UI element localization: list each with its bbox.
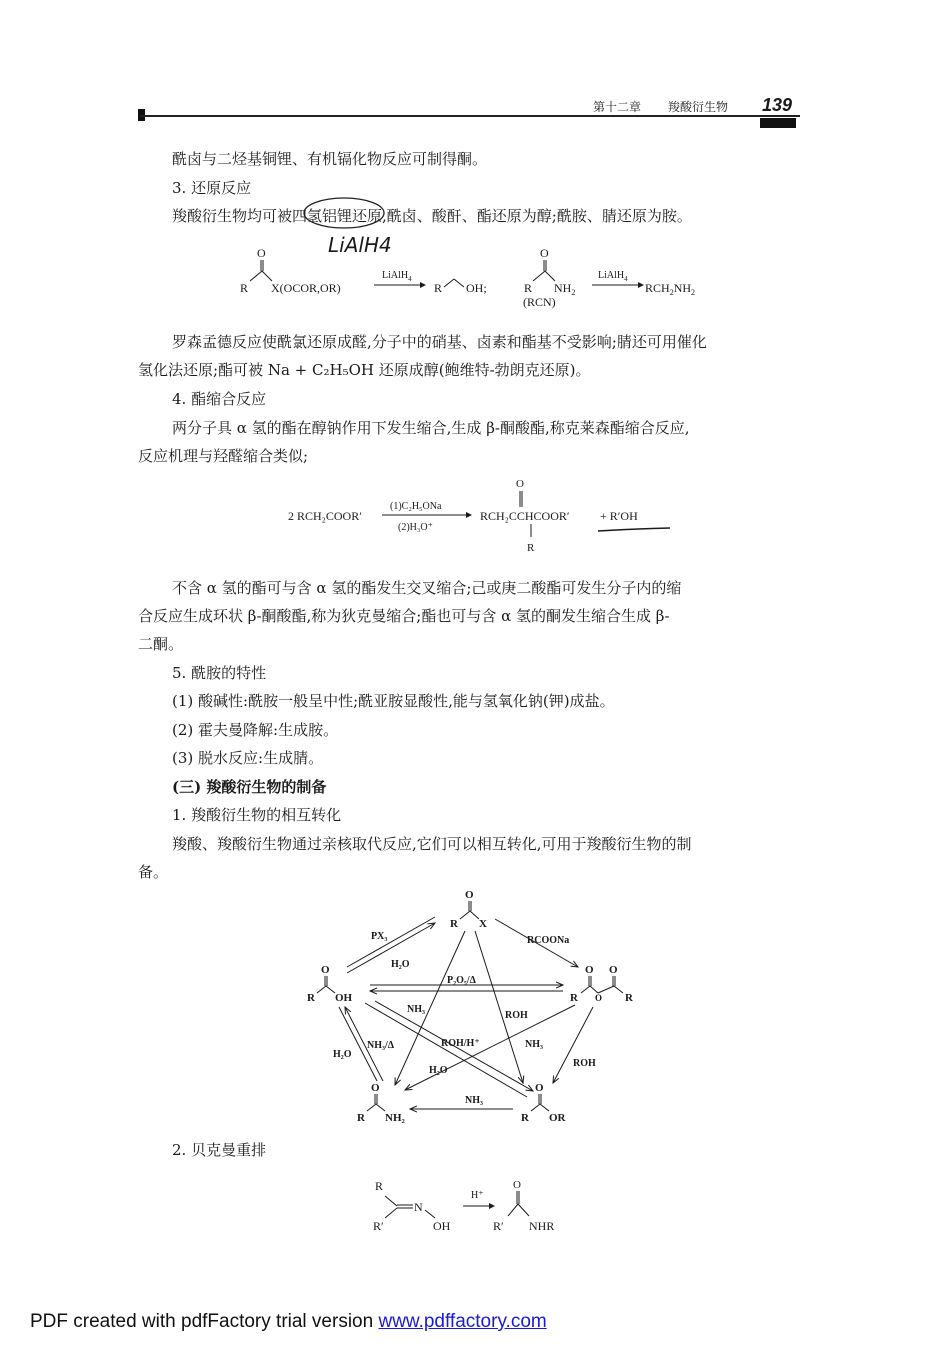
- text-acyl-halide: 酰卤与二烃基铜锂、有机镉化物反应可制得酮。: [172, 150, 488, 168]
- eq1-reagent-sub: 4: [408, 275, 412, 283]
- diagram-roh-a: ROH: [505, 1010, 528, 1021]
- section-5-title: 5. 酰胺的特性: [172, 664, 267, 682]
- svg-text:RCH2NH2: [645, 281, 695, 297]
- diagram-h2o-mid: H₂O: [429, 1065, 448, 1076]
- section-3-title: 3. 还原反应: [172, 179, 252, 197]
- subsection-1-title: 1. 羧酸衍生物的相互转化: [172, 806, 342, 824]
- para-cross-2: 合反应生成环状 β-酮酸酯,称为狄克曼缩合;酯也可与含 α 氢的酮发生缩合生成 β-: [138, 607, 670, 625]
- footer-link[interactable]: www.pdffactory.com: [378, 1311, 547, 1332]
- eq1-product2: RCH: [645, 281, 670, 295]
- para-claisen-2: 反应机理与羟醛缩合类似;: [138, 447, 309, 465]
- svg-text:O: O: [535, 1082, 544, 1094]
- svg-text:O: O: [516, 478, 524, 490]
- section-4-title: 4. 酯缩合反应: [172, 390, 267, 408]
- para-cross-3: 二酮。: [138, 635, 184, 653]
- diagram-nh3-bottom: NH₃: [465, 1095, 483, 1106]
- diagram-nh3-b: NH₃: [525, 1039, 543, 1050]
- section-5-item-2: (2) 霍夫曼降解:生成胺。: [172, 721, 339, 739]
- svg-text:O: O: [513, 1179, 521, 1191]
- diagram-halide-x: X: [479, 918, 487, 930]
- svg-text:R: R: [524, 281, 533, 295]
- eq2-product: RCH₂CCHCOOR′: [480, 509, 570, 523]
- svg-text:NH2: [554, 281, 575, 297]
- para-rosenmund-1: 罗森孟德反应使酰氯还原成醛,分子中的硝基、卤素和酯基不受影响;腈还可用催化: [172, 333, 707, 351]
- para-claisen-1: 两分子具 α 氢的酯在醇钠作用下发生缩合,生成 β-酮酸酯,称克莱森酯缩合反应,: [172, 419, 690, 437]
- subsection-2-title: 2. 贝克曼重排: [172, 1141, 267, 1159]
- svg-text:R: R: [434, 281, 443, 295]
- eq1-reagent2: LiAlH: [598, 270, 625, 281]
- eq1-reagent: LiAlH: [382, 270, 409, 281]
- para-interconversion-1: 羧酸、羧酸衍生物通过亲核取代反应,它们可以相互转化,可用于羧酸衍生物的制: [172, 835, 692, 853]
- eq3-r-prime: R′: [373, 1219, 384, 1233]
- eq1-amide-sub: 2: [571, 288, 576, 297]
- svg-text:R: R: [625, 992, 633, 1004]
- diagram-roh-b: ROH: [573, 1058, 596, 1069]
- svg-text:R: R: [570, 992, 578, 1004]
- svg-text:O: O: [371, 1082, 380, 1094]
- section-3-text: 羧酸衍生物均可被四氢铝锂还原,酰卤、酸酐、酯还原为醇;酰胺、腈还原为胺。: [172, 207, 692, 225]
- eq2-byproduct: + R′OH: [600, 509, 638, 523]
- svg-text:O: O: [321, 964, 330, 976]
- page-number: 139: [762, 95, 793, 115]
- eq3-oh: OH: [433, 1219, 451, 1233]
- header-chapter-title: 羧酸衍生物: [668, 100, 729, 114]
- eq2-cond-top: (1)C₂H₅ONa: [390, 501, 442, 512]
- section-5-item-1: (1) 酸碱性:酰胺一般呈中性;酰亚胺显酸性,能与氢氧化钠(钾)成盐。: [172, 692, 615, 710]
- diagram-h2o-left: H₂O: [333, 1049, 352, 1060]
- diagram-nh3-a: NH₃: [407, 1004, 425, 1015]
- eq1-rcn: (RCN): [523, 295, 556, 309]
- eq1-amide: NH: [554, 281, 572, 295]
- svg-text:LiAlH4: [598, 270, 628, 283]
- claisen-equation: [280, 475, 680, 560]
- svg-text:R: R: [527, 542, 535, 554]
- diagram-px3: PX₃: [371, 931, 388, 942]
- svg-text:R: R: [450, 918, 458, 930]
- header-page-bar: [760, 118, 796, 128]
- svg-text:O: O: [465, 889, 474, 901]
- diagram-rcoona: RCOONa: [527, 935, 570, 946]
- diagram-h2o-top: H₂O: [391, 959, 410, 970]
- footer-text: PDF created with pdfFactory trial version: [30, 1311, 379, 1332]
- part-3-title: (三) 羧酸衍生物的制备: [172, 778, 327, 796]
- handwritten-note: LiAlH4: [328, 233, 392, 257]
- diagram-p2o5: P₂O₅/Δ: [447, 975, 476, 986]
- svg-text:O: O: [257, 246, 266, 260]
- eq1-product2-tail-sub: 2: [691, 288, 696, 297]
- eq1-reagent2-sub: 4: [624, 275, 628, 283]
- eq2-reactant: 2 RCH₂COOR′: [288, 509, 362, 523]
- para-interconversion-2: 备。: [138, 863, 169, 881]
- diagram-acid-oh: OH: [335, 992, 353, 1004]
- reduction-equation: [230, 243, 720, 313]
- svg-text:O: O: [595, 993, 603, 1003]
- svg-text:R: R: [240, 281, 249, 295]
- header-chapter: 第十二章: [593, 100, 642, 114]
- diagram-roh-h: ROH/H⁺: [441, 1038, 480, 1049]
- eq1-product: OH;: [466, 281, 487, 295]
- svg-text:R: R: [521, 1112, 529, 1124]
- svg-text:O: O: [609, 964, 618, 976]
- eq3-product-nhr: NHR: [529, 1219, 555, 1233]
- beckmann-equation: [365, 1172, 595, 1242]
- interconversion-diagram: [295, 885, 655, 1135]
- diagram-ester-or: OR: [549, 1112, 566, 1124]
- pdf-footer: [30, 1311, 547, 1333]
- para-cross-1: 不含 α 氢的酯可与含 α 氢的酯发生交叉缩合;己或庚二酸酯可发生分子内的缩: [172, 579, 682, 597]
- svg-text:O: O: [585, 964, 594, 976]
- eq3-product-r: R′: [493, 1219, 504, 1233]
- svg-text:LiAlH4: [382, 270, 412, 283]
- svg-text:R: R: [307, 992, 315, 1004]
- eq1-product2-sub: 2: [669, 288, 674, 297]
- diagram-nh3-delta: NH₃/Δ: [367, 1040, 395, 1051]
- svg-text:O: O: [540, 246, 549, 260]
- para-rosenmund-2: 氢化法还原;酯可被 Na + C₂H₅OH 还原成醇(鲍维特-勃朗克还原)。: [138, 361, 591, 379]
- eq3-acid: H⁺: [471, 1190, 484, 1201]
- eq2-cond-bottom: (2)H₃O⁺: [398, 522, 433, 533]
- eq3-r-top: R: [375, 1179, 384, 1193]
- eq3-n: N: [414, 1200, 423, 1214]
- svg-text:R: R: [357, 1112, 365, 1124]
- diagram-amide-nh2: NH₂: [385, 1112, 405, 1124]
- eq1-left: X(OCOR,OR): [271, 281, 341, 295]
- eq1-product2-tail: NH: [673, 281, 692, 295]
- section-5-item-3: (3) 脱水反应:生成腈。: [172, 749, 324, 767]
